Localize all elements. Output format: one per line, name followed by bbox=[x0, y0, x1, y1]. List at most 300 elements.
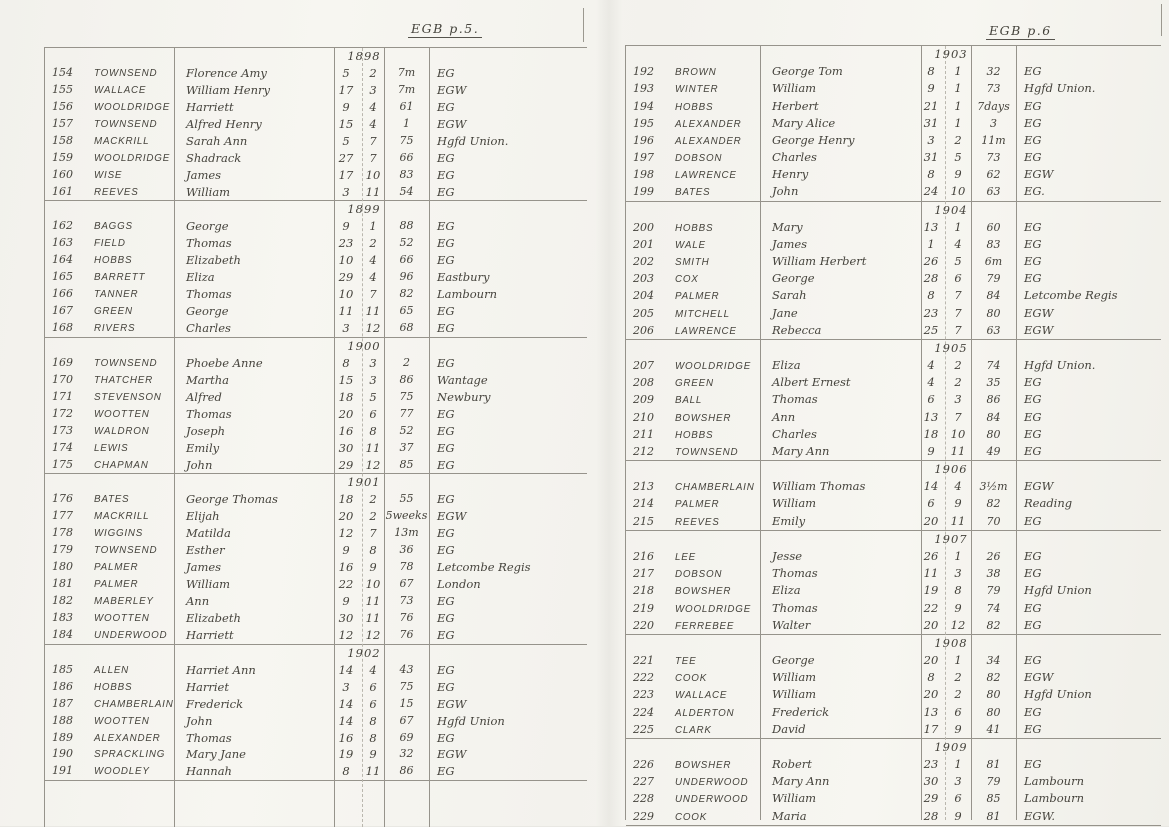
burial-month: 5 bbox=[369, 389, 377, 404]
burial-month: 8 bbox=[369, 543, 377, 558]
entry-number: 215 bbox=[633, 514, 654, 528]
burial-day: 10 bbox=[338, 253, 354, 268]
surname: BAGGS bbox=[94, 221, 133, 233]
entry-number: 216 bbox=[633, 549, 654, 563]
forename: Emily bbox=[772, 513, 806, 528]
surname: FIELD bbox=[94, 238, 126, 250]
burial-month: 6 bbox=[369, 679, 377, 694]
burial-day: 5 bbox=[342, 133, 350, 148]
burial-day: 3 bbox=[927, 132, 935, 147]
register-entry-row bbox=[45, 542, 587, 559]
register-entry-row bbox=[626, 253, 1161, 270]
forename: James bbox=[186, 560, 222, 575]
place: EG bbox=[1024, 426, 1042, 441]
forename: Elizabeth bbox=[186, 610, 241, 625]
surname: PALMER bbox=[675, 291, 720, 303]
burial-day: 31 bbox=[923, 115, 939, 130]
forename: William bbox=[772, 496, 817, 511]
surname: REEVES bbox=[94, 186, 139, 198]
age: 81 bbox=[986, 809, 1001, 823]
forename: Elizabeth bbox=[186, 253, 241, 268]
age: 82 bbox=[986, 671, 1001, 685]
entry-number: 220 bbox=[633, 618, 654, 632]
burial-month: 9 bbox=[369, 560, 377, 575]
burial-month: 2 bbox=[954, 375, 962, 390]
place: Lambourn bbox=[1024, 791, 1084, 806]
entry-number: 164 bbox=[52, 253, 73, 267]
burial-day: 29 bbox=[338, 270, 354, 285]
age: 2 bbox=[403, 355, 410, 369]
entry-number: 195 bbox=[633, 116, 654, 130]
surname: HOBBS bbox=[675, 222, 714, 234]
scan-mark bbox=[1161, 4, 1162, 36]
burial-month: 2 bbox=[954, 687, 962, 702]
register-entry-row bbox=[45, 593, 587, 610]
forename: Jesse bbox=[772, 548, 803, 563]
place: EG bbox=[1024, 409, 1042, 424]
age: 37 bbox=[399, 440, 414, 454]
register-entry-row bbox=[45, 406, 587, 423]
year-row bbox=[45, 338, 587, 355]
place: EG bbox=[437, 236, 455, 251]
surname: WALDRON bbox=[94, 425, 150, 437]
burial-month: 11 bbox=[365, 594, 381, 608]
age: 61 bbox=[399, 99, 414, 113]
burial-day: 8 bbox=[927, 167, 935, 182]
place: EG bbox=[437, 150, 455, 165]
entry-number: 188 bbox=[52, 713, 73, 727]
register-entry-row bbox=[626, 409, 1161, 426]
place: EG bbox=[1024, 617, 1042, 632]
entry-number: 169 bbox=[52, 355, 73, 369]
age: 3 bbox=[990, 116, 997, 130]
register-entry-row bbox=[45, 746, 587, 763]
forename: George Thomas bbox=[186, 492, 278, 507]
burial-day: 3 bbox=[342, 321, 350, 335]
surname: BATES bbox=[675, 187, 711, 199]
age: 32 bbox=[986, 65, 1001, 79]
place: EG bbox=[437, 321, 455, 335]
place: EG bbox=[437, 627, 455, 642]
age: 76 bbox=[399, 610, 414, 624]
register-entry-row bbox=[626, 808, 1161, 825]
surname: TEE bbox=[675, 656, 697, 668]
place: EG bbox=[437, 457, 455, 472]
register-entry-row bbox=[45, 610, 587, 627]
forename: William bbox=[772, 670, 817, 685]
entry-number: 222 bbox=[633, 671, 654, 685]
surname: GREEN bbox=[94, 306, 133, 318]
register-entry-row bbox=[45, 372, 587, 389]
burial-day: 14 bbox=[338, 696, 354, 711]
forename: Harriet bbox=[186, 679, 229, 694]
age: 79 bbox=[986, 775, 1001, 789]
entry-number: 182 bbox=[52, 594, 73, 607]
entry-number: 181 bbox=[52, 577, 73, 591]
place: EGW bbox=[1024, 322, 1054, 337]
burial-day: 17 bbox=[338, 82, 354, 97]
entry-number: 197 bbox=[633, 151, 654, 165]
surname: WOOLDRIDGE bbox=[675, 361, 752, 373]
age: 80 bbox=[986, 427, 1001, 441]
burial-month: 1 bbox=[954, 548, 962, 563]
register-entry-row bbox=[626, 149, 1161, 166]
age: 76 bbox=[399, 627, 414, 641]
surname: FERREBEE bbox=[675, 620, 735, 632]
place: EGW bbox=[1024, 670, 1054, 685]
entry-number: 165 bbox=[52, 270, 73, 284]
register-table-left bbox=[44, 47, 587, 827]
place: EGW bbox=[1024, 479, 1054, 494]
forename: Thomas bbox=[186, 236, 232, 251]
entry-number: 172 bbox=[52, 406, 73, 420]
age: 73 bbox=[399, 594, 414, 607]
place: EG bbox=[1024, 375, 1042, 390]
surname: BROWN bbox=[675, 67, 717, 79]
place: EG bbox=[1024, 392, 1042, 407]
register-entry-row bbox=[45, 320, 587, 337]
entry-number: 185 bbox=[52, 662, 73, 676]
forename: Martha bbox=[186, 372, 230, 387]
burial-month: 1 bbox=[954, 653, 962, 668]
page-reference-right: EGB p.6 bbox=[986, 23, 1055, 40]
burial-month: 11 bbox=[365, 304, 381, 319]
forename: Herbert bbox=[772, 98, 819, 113]
forename: Ann bbox=[772, 409, 796, 424]
place: EG bbox=[1024, 219, 1042, 234]
forename: Ann bbox=[186, 594, 210, 608]
age: 63 bbox=[986, 185, 1001, 199]
burial-day: 20 bbox=[923, 617, 939, 632]
burial-day: 15 bbox=[338, 372, 354, 387]
age: 82 bbox=[399, 287, 414, 301]
burial-month: 10 bbox=[950, 184, 966, 199]
entry-number: 168 bbox=[52, 321, 73, 334]
forename: Harriett bbox=[186, 627, 234, 642]
place: EG bbox=[437, 304, 455, 319]
year-section bbox=[45, 338, 587, 475]
year-label: 1909 bbox=[934, 739, 968, 754]
burial-day: 6 bbox=[927, 392, 935, 407]
forename: Florence Amy bbox=[186, 65, 267, 80]
entry-number: 218 bbox=[633, 584, 654, 598]
age: 70 bbox=[986, 514, 1001, 528]
place: EG bbox=[437, 440, 455, 455]
burial-month: 6 bbox=[954, 791, 962, 806]
burial-month: 3 bbox=[369, 372, 377, 387]
burial-month: 3 bbox=[954, 774, 962, 789]
forename: George bbox=[186, 304, 229, 319]
entry-number: 161 bbox=[52, 184, 73, 198]
register-entry-row bbox=[626, 686, 1161, 703]
surname: UNDERWOOD bbox=[675, 777, 749, 789]
place: EG bbox=[1024, 548, 1042, 563]
year-label: 1902 bbox=[347, 645, 381, 660]
burial-month: 1 bbox=[954, 115, 962, 130]
age: 11m bbox=[981, 133, 1006, 147]
forename: William bbox=[772, 791, 817, 806]
entry-number: 201 bbox=[633, 237, 654, 251]
burial-day: 15 bbox=[338, 116, 354, 131]
burial-day: 4 bbox=[927, 375, 935, 390]
place: EG bbox=[1024, 600, 1042, 615]
surname: TOWNSEND bbox=[94, 545, 158, 557]
burial-day: 16 bbox=[338, 560, 354, 575]
year-row bbox=[626, 202, 1161, 219]
surname: BATES bbox=[94, 494, 130, 506]
surname: TOWNSEND bbox=[94, 357, 158, 369]
burial-month: 11 bbox=[365, 764, 381, 779]
year-row bbox=[626, 461, 1161, 478]
burial-month: 7 bbox=[954, 288, 962, 303]
burial-day: 28 bbox=[923, 271, 939, 286]
entry-number: 158 bbox=[52, 133, 73, 147]
entry-number: 183 bbox=[52, 610, 73, 624]
burial-month: 10 bbox=[365, 577, 381, 592]
place: EG bbox=[1024, 132, 1042, 147]
burial-day: 18 bbox=[338, 389, 354, 404]
forename: William Thomas bbox=[772, 479, 866, 494]
entry-number: 162 bbox=[52, 219, 73, 233]
burial-day: 25 bbox=[923, 322, 939, 337]
entry-number: 203 bbox=[633, 272, 654, 286]
entry-number: 209 bbox=[633, 393, 654, 407]
place: Letcombe Regis bbox=[1024, 288, 1118, 303]
age: 34 bbox=[986, 654, 1001, 668]
entry-number: 211 bbox=[633, 427, 654, 441]
age: 86 bbox=[399, 764, 414, 778]
entry-number: 224 bbox=[633, 705, 654, 719]
burial-month: 6 bbox=[369, 406, 377, 421]
entry-number: 180 bbox=[52, 560, 73, 574]
place: EG bbox=[437, 543, 455, 558]
place: EG bbox=[437, 730, 455, 745]
surname: HOBBS bbox=[94, 681, 133, 693]
place: EGW bbox=[437, 509, 467, 524]
surname: CLARK bbox=[675, 724, 712, 736]
entry-number: 194 bbox=[633, 99, 654, 113]
entry-number: 223 bbox=[633, 688, 654, 702]
age: 73 bbox=[986, 82, 1001, 96]
forename: Shadrack bbox=[186, 150, 242, 165]
entry-number: 227 bbox=[633, 775, 654, 789]
entry-number: 210 bbox=[633, 410, 654, 424]
entry-number: 192 bbox=[633, 65, 654, 79]
burial-day: 27 bbox=[338, 150, 354, 165]
surname: UNDERWOOD bbox=[94, 629, 168, 641]
register-entry-row bbox=[626, 704, 1161, 721]
burial-day: 17 bbox=[923, 721, 939, 736]
place: Hgfd Union. bbox=[1024, 81, 1096, 96]
burial-month: 1 bbox=[954, 64, 962, 79]
register-entry-row bbox=[626, 305, 1161, 322]
surname: UNDERWOOD bbox=[675, 794, 749, 806]
place: EG bbox=[437, 594, 455, 608]
surname: MABERLEY bbox=[94, 596, 154, 607]
burial-month: 9 bbox=[954, 496, 962, 511]
burial-day: 22 bbox=[338, 577, 354, 592]
age: 74 bbox=[986, 359, 1001, 373]
burial-day: 13 bbox=[923, 704, 939, 719]
surname: STEVENSON bbox=[94, 391, 162, 403]
age: 80 bbox=[986, 705, 1001, 719]
entry-number: 154 bbox=[52, 65, 73, 79]
place: Newbury bbox=[437, 389, 491, 404]
age: 67 bbox=[399, 577, 414, 591]
forename: Hannah bbox=[186, 764, 232, 779]
forename: Charles bbox=[186, 321, 231, 335]
year-row bbox=[45, 201, 587, 218]
entry-number: 200 bbox=[633, 220, 654, 234]
age: 49 bbox=[986, 444, 1001, 458]
entry-number: 219 bbox=[633, 601, 654, 615]
place: EG bbox=[1024, 513, 1042, 528]
forename: Mary bbox=[772, 219, 803, 234]
age: 79 bbox=[986, 584, 1001, 598]
register-entry-row bbox=[626, 322, 1161, 339]
age: 86 bbox=[399, 372, 414, 386]
age: 1 bbox=[403, 116, 410, 130]
register-entry-row bbox=[45, 662, 587, 679]
entry-number: 228 bbox=[633, 792, 654, 806]
register-entry-row bbox=[45, 525, 587, 542]
register-entry-row bbox=[45, 491, 587, 508]
forename: John bbox=[186, 713, 213, 728]
entry-number: 198 bbox=[633, 168, 654, 182]
age: 78 bbox=[399, 560, 414, 574]
burial-month: 6 bbox=[954, 704, 962, 719]
age: 65 bbox=[399, 304, 414, 318]
surname: REEVES bbox=[675, 516, 720, 528]
surname: THATCHER bbox=[94, 374, 154, 386]
surname: WOOTTEN bbox=[94, 612, 150, 624]
register-entry-row bbox=[45, 679, 587, 696]
forename: Henry bbox=[772, 167, 809, 182]
place: EGW bbox=[437, 116, 467, 131]
age: 36 bbox=[399, 543, 414, 557]
place: EG bbox=[1024, 150, 1042, 165]
surname: BOWSHER bbox=[675, 760, 732, 772]
place: EG bbox=[437, 610, 455, 625]
place: EG. bbox=[1024, 184, 1045, 199]
entry-number: 205 bbox=[633, 306, 654, 320]
register-entry-row bbox=[45, 150, 587, 167]
place: EG bbox=[1024, 704, 1042, 719]
burial-day: 29 bbox=[923, 791, 939, 806]
burial-day: 5 bbox=[342, 65, 350, 80]
burial-month: 7 bbox=[369, 150, 377, 165]
age: 77 bbox=[399, 406, 414, 420]
burial-day: 26 bbox=[923, 548, 939, 563]
forename: George bbox=[186, 219, 229, 234]
surname: WOOTTEN bbox=[94, 715, 150, 727]
age: 67 bbox=[399, 713, 414, 727]
forename: Thomas bbox=[186, 287, 232, 302]
age: 52 bbox=[399, 423, 414, 437]
age: 75 bbox=[399, 389, 414, 403]
burial-day: 26 bbox=[923, 254, 939, 269]
entry-number: 156 bbox=[52, 99, 73, 113]
place: EG bbox=[437, 662, 455, 677]
register-entry-row bbox=[626, 63, 1161, 80]
burial-month: 9 bbox=[954, 600, 962, 615]
entry-number: 225 bbox=[633, 722, 654, 736]
forename: William bbox=[772, 81, 817, 96]
forename: Thomas bbox=[772, 566, 818, 581]
surname: WINTER bbox=[675, 84, 719, 96]
burial-month: 12 bbox=[365, 321, 381, 335]
burial-month: 1 bbox=[954, 219, 962, 234]
register-entry-row bbox=[626, 721, 1161, 738]
register-entry-row bbox=[45, 303, 587, 320]
burial-day: 14 bbox=[338, 662, 354, 677]
forename: George Tom bbox=[772, 64, 843, 79]
forename: Mary Ann bbox=[772, 774, 830, 789]
place: EG bbox=[437, 99, 455, 114]
year-label: 1904 bbox=[934, 202, 968, 217]
forename: Phoebe Anne bbox=[186, 355, 263, 370]
burial-month: 4 bbox=[369, 253, 377, 268]
burial-day: 19 bbox=[338, 747, 354, 762]
entry-number: 178 bbox=[52, 526, 73, 540]
surname: HOBBS bbox=[94, 255, 133, 267]
forename: Alfred Henry bbox=[186, 116, 262, 131]
burial-month: 9 bbox=[954, 808, 962, 823]
age: 96 bbox=[399, 270, 414, 284]
register-entry-row bbox=[45, 713, 587, 730]
place: Hgfd Union bbox=[1024, 687, 1092, 702]
place: EG bbox=[437, 65, 455, 80]
burial-month: 7 bbox=[369, 133, 377, 148]
register-entry-row bbox=[626, 115, 1161, 132]
register-entry-row bbox=[45, 184, 587, 201]
year-label: 1903 bbox=[934, 47, 968, 61]
register-entry-row bbox=[45, 116, 587, 133]
forename: Rebecca bbox=[772, 322, 822, 337]
place: EG bbox=[1024, 254, 1042, 269]
surname: PALMER bbox=[94, 579, 139, 591]
register-entry-row bbox=[45, 235, 587, 252]
burial-day: 6 bbox=[927, 496, 935, 511]
age: 60 bbox=[986, 220, 1001, 234]
register-entry-row bbox=[626, 565, 1161, 582]
place: Hgfd Union bbox=[1024, 583, 1092, 598]
burial-month: 2 bbox=[369, 509, 377, 524]
register-entry-row bbox=[45, 252, 587, 269]
surname: COOK bbox=[675, 673, 708, 685]
year-row bbox=[45, 645, 587, 662]
place: EG bbox=[1024, 64, 1042, 79]
burial-day: 31 bbox=[923, 150, 939, 165]
year-row bbox=[626, 531, 1161, 548]
age: 83 bbox=[986, 237, 1001, 251]
burial-month: 9 bbox=[954, 167, 962, 182]
entry-number: 177 bbox=[52, 509, 73, 523]
burial-month: 3 bbox=[369, 355, 377, 370]
place: Hgfd Union. bbox=[1024, 358, 1096, 373]
place: EGW bbox=[1024, 305, 1054, 320]
burial-day: 14 bbox=[923, 479, 939, 494]
register-entry-row bbox=[626, 287, 1161, 304]
register-entry-row bbox=[626, 600, 1161, 617]
entry-number: 171 bbox=[52, 389, 73, 403]
place: EG bbox=[1024, 721, 1042, 736]
age: 7m bbox=[397, 65, 416, 79]
entry-number: 214 bbox=[633, 497, 654, 511]
year-section bbox=[45, 201, 587, 338]
place: Eastbury bbox=[437, 270, 490, 285]
place: EG bbox=[437, 253, 455, 268]
